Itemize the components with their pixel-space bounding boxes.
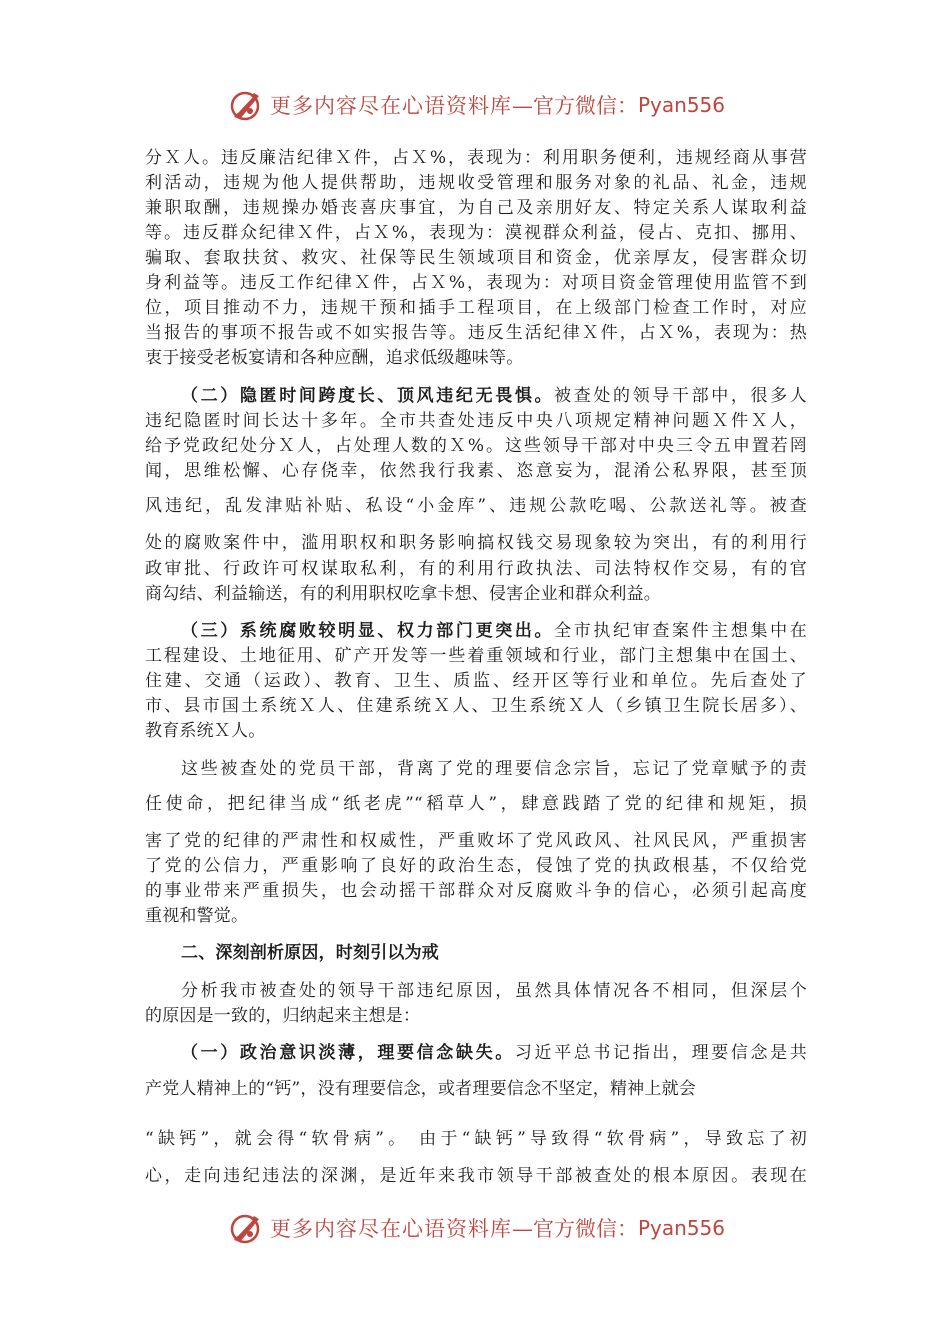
text-line: 风违纪，乱发津贴补贴、私设“小金库”、违规公款吃喝、公款送礼等。被查 bbox=[145, 496, 807, 516]
chapter-heading: 二、深刻剖析原因，时刻引以为戒 bbox=[181, 943, 439, 963]
banner-wechat-id: Pyan556 bbox=[638, 1216, 726, 1240]
text-line: 位，项目推动不力，违规干预和插手工程项目，在上级部门检查工作时，对应 bbox=[145, 298, 807, 318]
pen-circle-logo-icon bbox=[228, 1210, 264, 1246]
text-line: 闻，思维松懈、心存侥幸，依然我行我素、恣意妄为，混淆公私界限，甚至顶 bbox=[145, 461, 807, 481]
text-line: 市、县市国土系统Ｘ人、住建系统Ｘ人、卫生系统Ｘ人（乡镇卫生院长居多）、 bbox=[145, 696, 807, 716]
section-heading-1: （一）政治意识淡薄，理要信念缺失。习近平总书记指出，理要信念是共 bbox=[181, 1043, 807, 1063]
text-line: 住建、交通（运政）、教育、卫生、质监、经开区等行业和单位。先后查处了 bbox=[145, 671, 807, 691]
text-line: 政审批、行政许可权谋取私利，有的利用行政执法、司法特权作交易，有的官 bbox=[145, 559, 807, 579]
text-line: 给予党政纪处分Ｘ人，占处理人数的Ｘ%。这些领导干部对中央三令五申置若罔 bbox=[145, 436, 807, 456]
text-line: 等。违反群众纪律Ｘ件，占Ｘ%，表现为：漠视群众利益，侵占、克扣、挪用、 bbox=[145, 223, 807, 243]
banner-wechat-id: Pyan556 bbox=[638, 93, 726, 117]
pen-circle-logo-icon bbox=[228, 87, 264, 123]
banner-title: 更多内容尽在心语资料库 bbox=[270, 1217, 512, 1241]
text-line: 的事业带来严重损失，也会动摇干部群众对反腐败斗争的信心，必须引起高度 bbox=[145, 881, 807, 901]
text-line: 处的腐败案件中，滥用职权和职务影响搞权钱交易现象较为突出，有的利用行 bbox=[145, 533, 807, 553]
text-line: 衷于接受老板宴请和各种应酬，追求低级趣味等。 bbox=[145, 348, 524, 368]
text-line: 分Ｘ人。违反廉洁纪律Ｘ件，占Ｘ%，表现为：利用职务便利，违规经商从事营 bbox=[145, 148, 807, 168]
text-line: 了党的公信力，严重影响了良好的政治生态，侵蚀了党的执政根基，不仅给党 bbox=[145, 856, 807, 876]
footer-banner bbox=[228, 1208, 728, 1248]
text-line: 产党人精神上的“钙”，没有理要信念，或者理要信念不坚定，精神上就会 bbox=[145, 1079, 696, 1099]
text-line: 违纪隐匿时间长达十多年。全市共查处违反中央八项规定精神问题Ｘ件Ｘ人， bbox=[145, 411, 807, 431]
text-line: 商勾结、利益输送，有的利用职权吃拿卡想、侵害企业和群众利益。 bbox=[145, 584, 661, 604]
text-line: 害了党的纪律的严肃性和权威性，严重败坏了党风政风、社风民风，严重损害 bbox=[145, 831, 807, 851]
header-banner bbox=[228, 85, 728, 125]
text-line: 任使命，把纪律当成“纸老虎”“稻草人”，肆意践踏了党的纪律和规矩，损 bbox=[145, 794, 807, 814]
text-line: 兼职取酬，违规操办婚丧喜庆事宜，为自己及亲朋好友、特定关系人谋取利益 bbox=[145, 198, 807, 218]
text-line: 骗取、套取扶贫、救灾、社保等民生领域项目和资金，优亲厚友，侵害群众切 bbox=[145, 248, 807, 268]
text-line: 的原因是一致的，归纳起来主想是： bbox=[145, 1006, 421, 1026]
text-line: 分析我市被查处的领导干部违纪原因，虽然具体情况各不相同，但深层个 bbox=[181, 981, 807, 1001]
text-line: 身利益等。违反工作纪律Ｘ件，占Ｘ%，表现为：对项目资金管理使用监管不到 bbox=[145, 273, 807, 293]
banner-title: 更多内容尽在心语资料库 bbox=[270, 94, 512, 118]
text-line: 教育系统Ｘ人。 bbox=[145, 721, 266, 741]
banner-separator: —官方微信： bbox=[512, 94, 638, 118]
section-heading-3: （三）系统腐败较明显、权力部门更突出。全市执纪审查案件主想集中在 bbox=[181, 621, 807, 641]
banner-separator: —官方微信： bbox=[512, 1217, 638, 1241]
text-line: 心，走向违纪违法的深渊，是近年来我市领导干部被查处的根本原因。表现在 bbox=[145, 1166, 807, 1186]
section-heading-2: （二）隐匿时间跨度长、顶风违纪无畏惧。被查处的领导干部中，很多人 bbox=[181, 386, 807, 406]
text-line: 当报告的事项不报告或不如实报告等。违反生活纪律Ｘ件，占Ｘ%，表现为：热 bbox=[145, 323, 807, 343]
text-line: 重视和警觉。 bbox=[145, 906, 249, 926]
text-line: 这些被查处的党员干部，背离了党的理要信念宗旨，忘记了党章赋予的责 bbox=[181, 759, 807, 779]
text-line: “缺钙”，就会得“软骨病”。 由于“缺钙”导致得“软骨病”，导致忘了初 bbox=[145, 1129, 807, 1149]
text-line: 利活动，违规为他人提供帮助，违规收受管理和服务对象的礼品、礼金，违规 bbox=[145, 173, 807, 193]
text-line: 工程建设、土地征用、矿产开发等一些着重领域和行业，部门主想集中在国土、 bbox=[145, 646, 807, 666]
